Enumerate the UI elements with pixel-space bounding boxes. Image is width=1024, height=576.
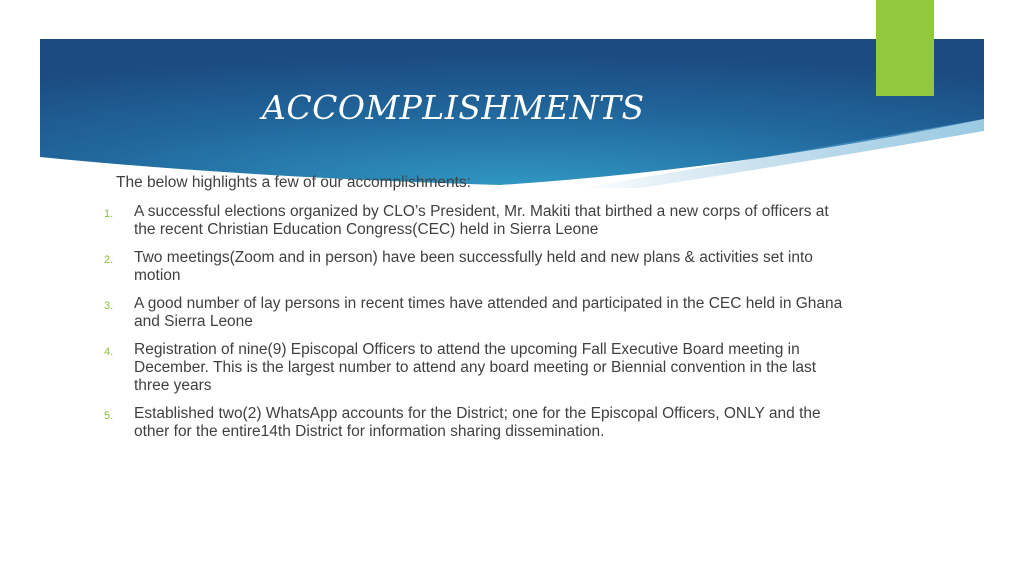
accomplishments-list	[104, 203, 844, 451]
list-number: 2.	[104, 254, 114, 266]
list-item-text: A successful elections organized by CLO’s President, Mr. Makiti that birthed a new corps of officers at the recent Christian Education Congress(CEC) held in Sierra Leone	[134, 203, 829, 238]
list-number: 5.	[104, 410, 114, 422]
list-item-text: Registration of nine(9) Episcopal Officers to attend the upcoming Fall Executive Board meeting in December. This is the largest number to attend any board meeting or Biennial convention in the last three years	[134, 341, 817, 394]
green-accent-bar	[876, 0, 934, 96]
intro-text: The below highlights a few of our accomplishments:	[116, 174, 471, 191]
slide-title: ACCOMPLISHMENTS	[262, 88, 645, 127]
list-item-text: A good number of lay persons in recent times have attended and participated in the CEC held in Ghana and Sierra Leone	[134, 295, 843, 330]
list-item-text: Established two(2) WhatsApp accounts for the District; one for the Episcopal Officers, ONLY and the other for the entire14th District for information sharing dissemination.	[134, 405, 821, 440]
list-item	[104, 295, 844, 331]
list-item	[104, 405, 844, 441]
list-item-text: Two meetings(Zoom and in person) have been successfully held and new plans & activities set into motion	[134, 249, 813, 284]
list-number: 3.	[104, 300, 114, 312]
list-item	[104, 249, 844, 285]
list-item	[104, 341, 844, 395]
list-number: 4.	[104, 346, 114, 358]
list-number: 1.	[104, 208, 114, 220]
list-item	[104, 203, 844, 239]
